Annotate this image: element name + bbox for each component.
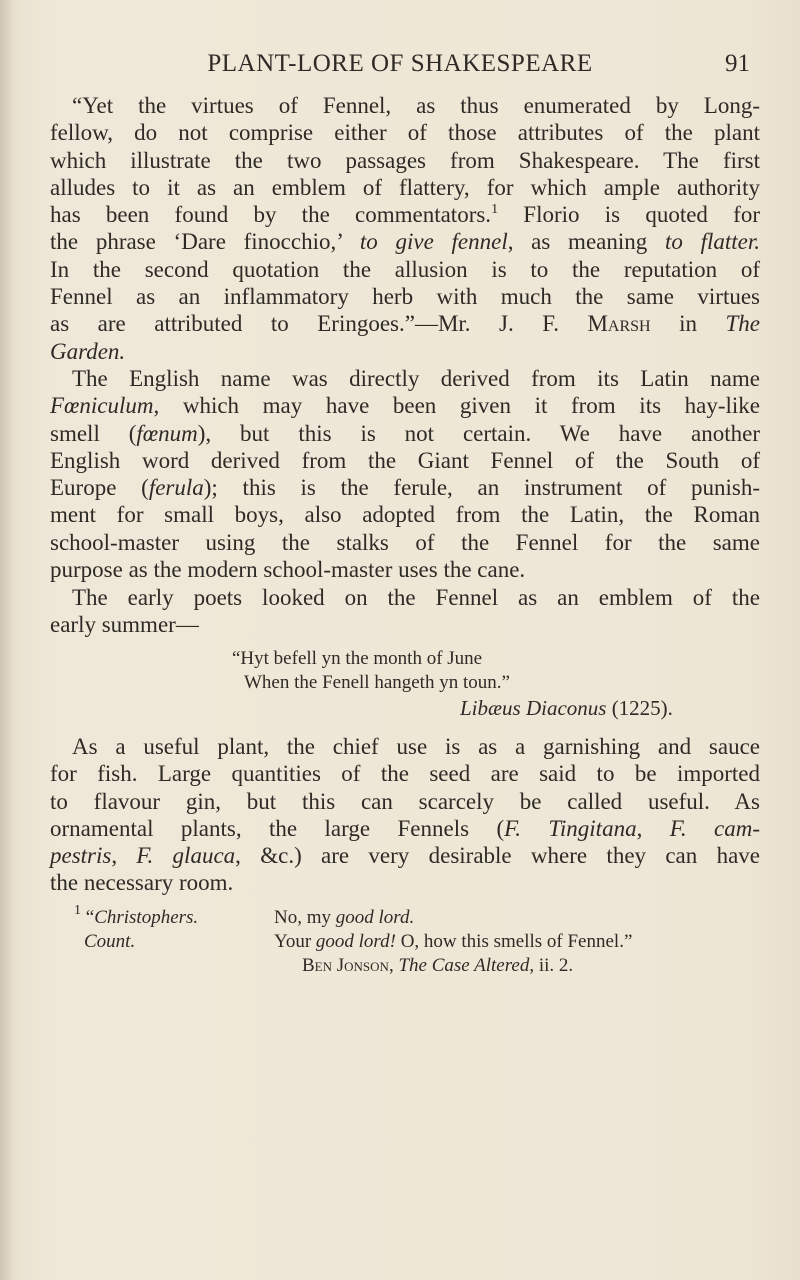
text-line: Fennel as an inflammatory herb with much the same virtues xyxy=(50,284,760,310)
running-header: PLANT-LORE OF SHAKESPEARE xyxy=(207,50,593,77)
verse-line: When the Fenell hangeth yn toun.” xyxy=(244,672,510,693)
text-line: The English name was directly derived from its Latin name xyxy=(72,366,760,391)
text-line: fellow, do not comprise either of those attributes of the plant xyxy=(50,120,760,146)
text-line: ment for small boys, also adopted from the Latin, the Roman xyxy=(50,502,760,528)
footnote-line: Count. xyxy=(84,931,136,952)
text-line: for fish. Large quantities of the seed are said to be imported xyxy=(50,761,760,787)
text-line: In the second quotation the allusion is to the reputation of xyxy=(50,256,760,282)
text-line: English word derived from the Giant Fennel of the South of xyxy=(50,447,760,473)
footnote-number: 1 xyxy=(74,903,81,918)
text-line: to flavour gin, but this can scarcely be called useful. As xyxy=(50,788,760,814)
text-line: the phrase ‘Dare finocchio,’ to give fennel, as meaning to flatter. xyxy=(50,229,760,255)
footnote-line: Your good lord! O, how this smells of Fennel.” xyxy=(274,931,633,952)
paragraph-early-poets xyxy=(50,584,760,639)
page-number: 91 xyxy=(725,50,750,77)
text-line: As a useful plant, the chief use is as a garnishing and sauce xyxy=(72,734,760,759)
text-line: early summer— xyxy=(50,612,199,638)
text-line: school-master using the stalks of the Fennel for the same xyxy=(50,529,760,555)
paragraph-fennel-virtues xyxy=(50,92,760,365)
text-line: pestris, F. glauca, &c.) are very desirable where they can have xyxy=(50,843,760,869)
footnote-citation: Ben Jonson, The Case Altered, ii. 2. xyxy=(302,955,574,976)
paragraph-english-name xyxy=(50,365,760,583)
text-line: Fœniculum, which may have been given it from its hay-like xyxy=(50,393,760,419)
footnote-marker: 1 xyxy=(491,202,499,218)
verse-line: “Hyt befell yn the month of June xyxy=(232,648,483,669)
text-line: has been found by the commentators.$^1$ Florio is quoted for xyxy=(50,202,760,228)
footnote-line: $^1$ “Christophers. xyxy=(74,903,199,928)
text-line: Europe (ferula); this is the ferule, an instrument of punish- xyxy=(50,475,760,501)
text-line: as are attributed to Eringoes.”—Mr. J. F. Marsh in The xyxy=(50,311,760,337)
text-line: Garden. xyxy=(50,338,126,364)
paragraph-useful-plant xyxy=(50,733,760,897)
footnote-line: No, my good lord. xyxy=(274,907,415,928)
text-line: which illustrate the two passages from Shakespeare. The first xyxy=(50,147,760,173)
text-line: ornamental plants, the large Fennels (F. Tingitana, F. cam- xyxy=(50,815,761,841)
text-line: smell (fœnum), but this is not certain. We have another xyxy=(50,420,760,446)
verse-attribution: Libæus Diaconus (1225). xyxy=(460,696,673,720)
text-line: The early poets looked on the Fennel as an emblem of the xyxy=(72,585,760,610)
text-line: the necessary room. xyxy=(50,870,234,896)
text-line: purpose as the modern school-master uses the cane. xyxy=(50,557,526,583)
text-line: “Yet the virtues of Fennel, as thus enumerated by Long- xyxy=(72,93,760,118)
text-line: alludes to it as an emblem of flattery, for which ample authority xyxy=(50,174,760,200)
